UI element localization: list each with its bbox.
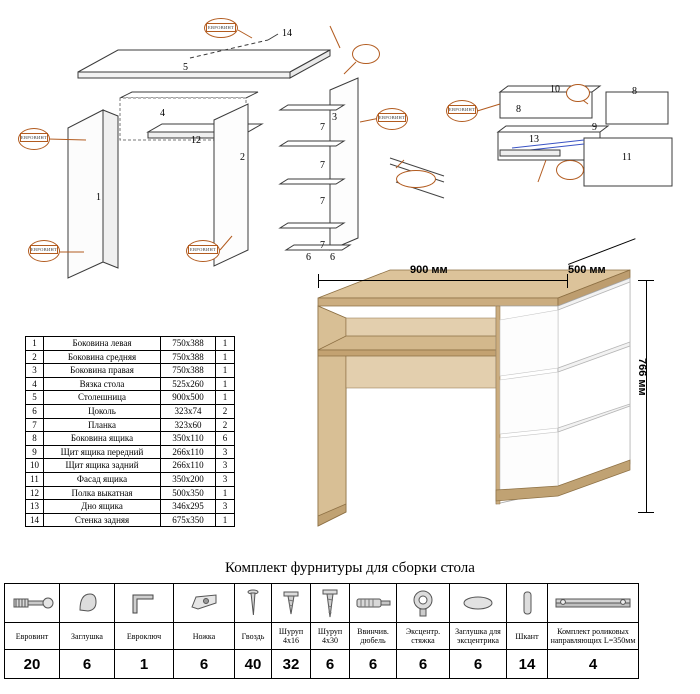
table-row [26, 418, 235, 432]
part-name: Стенка задняя [44, 513, 161, 527]
nail-icon [246, 588, 260, 618]
kit-item-name: Шуруп 4x30 [311, 623, 350, 650]
kit-item-qty: 14 [507, 650, 548, 679]
eccentric-coupler-icon [407, 588, 439, 618]
kit-item-name: Эксцентр. стяжка [397, 623, 450, 650]
part-index: 10 [26, 459, 44, 473]
part-index: 6 [26, 404, 44, 418]
desk-render [300, 258, 690, 553]
kit-item-qty: 20 [5, 650, 60, 679]
kit-item-qty: 6 [60, 650, 115, 679]
table-row [26, 350, 235, 364]
screw-4x16-icon [280, 588, 302, 618]
kit-item-name: Шуруп 4x16 [272, 623, 311, 650]
callout-marker-9 [556, 160, 584, 180]
part-size: 675x350 [161, 513, 216, 527]
callout-label-1: ЕВРОВИНТ [20, 135, 48, 140]
kit-cell-icon [548, 584, 639, 623]
kit-cell-icon [5, 584, 60, 623]
kit-cell-icon [174, 584, 235, 623]
part-size: 346x295 [161, 500, 216, 514]
callout-label-4: ЕВРОВИНТ [207, 25, 235, 30]
part-index: 1 [26, 337, 44, 351]
part-name: Боковина левая [44, 337, 161, 351]
part-index: 11 [26, 472, 44, 486]
kit-cell-icon [397, 584, 450, 623]
table-row [26, 404, 235, 418]
height-dimension-tick-top [638, 280, 654, 281]
part-number-4: 4 [160, 108, 165, 119]
kit-cell-icon [235, 584, 272, 623]
kit-item-qty: 1 [115, 650, 174, 679]
width-dimension-line [318, 280, 568, 281]
kit-qty-row [5, 650, 639, 679]
kit-cell-icon [60, 584, 115, 623]
table-row [26, 513, 235, 527]
kit-item-qty: 6 [174, 650, 235, 679]
kit-item-name: Шкант [507, 623, 548, 650]
euro-screw-icon [10, 589, 54, 617]
part-size: 525x260 [161, 377, 216, 391]
part-name: Дно ящика [44, 500, 161, 514]
kit-cell-icon [450, 584, 507, 623]
part-qty: 3 [216, 500, 235, 514]
part-index: 7 [26, 418, 44, 432]
part-number-7-d: 7 [320, 240, 325, 251]
part-qty: 3 [216, 459, 235, 473]
kit-cell-icon [115, 584, 174, 623]
table-row [26, 364, 235, 378]
part-name: Планка [44, 418, 161, 432]
table-row [26, 500, 235, 514]
part-number-8-a: 8 [516, 104, 521, 115]
kit-item-name: Комплект роликовых направляющих L=350мм [548, 623, 639, 650]
part-name: Цоколь [44, 404, 161, 418]
kit-item-qty: 40 [235, 650, 272, 679]
part-index: 9 [26, 445, 44, 459]
part-number-10: 10 [550, 84, 560, 95]
part-index: 12 [26, 486, 44, 500]
kit-cell-icon [507, 584, 548, 623]
part-qty: 1 [216, 350, 235, 364]
part-number-12: 12 [191, 135, 201, 146]
kit-item-qty: 6 [450, 650, 507, 679]
part-number-9: 9 [592, 122, 597, 133]
kit-item-name: Заглушка для эксцентрика [450, 623, 507, 650]
part-name: Щит ящика передний [44, 445, 161, 459]
part-size: 750x388 [161, 337, 216, 351]
table-row [26, 377, 235, 391]
width-dimension-tick-left [318, 274, 319, 288]
part-size: 750x388 [161, 350, 216, 364]
part-name: Фасад ящика [44, 472, 161, 486]
callout-label-8: ЕВРОВИНТ [448, 107, 476, 112]
part-qty: 1 [216, 513, 235, 527]
eccentric-cap-icon [460, 593, 496, 613]
kit-cell-icon [311, 584, 350, 623]
part-name: Вязка стола [44, 377, 161, 391]
drawer-slide-icon [553, 592, 633, 614]
height-dimension-tick-bottom [638, 512, 654, 513]
part-index: 4 [26, 377, 44, 391]
part-number-1: 1 [96, 192, 101, 203]
part-number-2: 2 [240, 152, 245, 163]
diagram-linework [0, 0, 700, 285]
part-number-7-b: 7 [320, 160, 325, 171]
kit-item-qty: 6 [311, 650, 350, 679]
hardware-kit-title: Комплект фурнитуры для сборки стола [225, 560, 475, 576]
dowel-icon [519, 588, 535, 618]
hardware-kit-table [4, 583, 639, 679]
kit-item-qty: 6 [350, 650, 397, 679]
table-row [26, 432, 235, 446]
kit-item-qty: 32 [272, 650, 311, 679]
part-qty: 2 [216, 418, 235, 432]
kit-names-row [5, 623, 639, 650]
allen-key-icon [127, 589, 161, 617]
foot-icon [186, 589, 222, 617]
part-number-7-a: 7 [320, 122, 325, 133]
part-name: Столешница [44, 391, 161, 405]
part-number-7-c: 7 [320, 196, 325, 207]
part-name: Боковина ящика [44, 432, 161, 446]
table-row [26, 459, 235, 473]
part-name: Щит ящика задний [44, 459, 161, 473]
part-number-11: 11 [622, 152, 632, 163]
part-number-13: 13 [529, 134, 539, 145]
kit-item-name: Евроключ [115, 623, 174, 650]
part-name: Полка выкатная [44, 486, 161, 500]
table-row [26, 391, 235, 405]
exploded-assembly-diagram [0, 0, 700, 285]
part-number-6-b: 6 [330, 252, 335, 263]
part-size: 323x60 [161, 418, 216, 432]
kit-item-qty: 6 [397, 650, 450, 679]
screw-4x30-icon [319, 587, 341, 619]
part-size: 323x74 [161, 404, 216, 418]
callout-label-6: ЕВРОВИНТ [378, 115, 406, 120]
part-qty: 1 [216, 364, 235, 378]
part-index: 3 [26, 364, 44, 378]
part-size: 350x200 [161, 472, 216, 486]
part-size: 350x110 [161, 432, 216, 446]
part-qty: 1 [216, 377, 235, 391]
table-row [26, 472, 235, 486]
part-size: 266x110 [161, 445, 216, 459]
kit-item-name: Евровинт [5, 623, 60, 650]
screw-in-dowel-icon [353, 592, 393, 614]
height-dimension-label: 766 мм [636, 358, 648, 396]
part-number-14: 14 [282, 28, 292, 39]
part-number-5: 5 [183, 62, 188, 73]
part-index: 13 [26, 500, 44, 514]
part-size: 500x350 [161, 486, 216, 500]
parts-list-table [25, 336, 235, 527]
callout-marker-10 [566, 84, 590, 102]
desk-render-svg [300, 258, 690, 553]
part-name: Боковина правая [44, 364, 161, 378]
part-qty: 2 [216, 404, 235, 418]
part-size: 750x388 [161, 364, 216, 378]
part-qty: 1 [216, 486, 235, 500]
part-number-3: 3 [332, 112, 337, 123]
kit-cell-icon [272, 584, 311, 623]
part-number-8-b: 8 [632, 86, 637, 97]
part-qty: 1 [216, 337, 235, 351]
cap-icon [74, 590, 100, 616]
kit-cell-icon [350, 584, 397, 623]
part-name: Боковина средняя [44, 350, 161, 364]
callout-marker-5 [352, 44, 380, 64]
callout-label-2: ЕВРОВИНТ [30, 247, 58, 252]
table-row [26, 486, 235, 500]
table-row [26, 337, 235, 351]
kit-item-name: Заглушка [60, 623, 115, 650]
kit-item-name: Ножка [174, 623, 235, 650]
width-dimension-tick-right [567, 274, 568, 288]
part-index: 8 [26, 432, 44, 446]
kit-item-qty: 4 [548, 650, 639, 679]
kit-icons-row [5, 584, 639, 623]
part-qty: 1 [216, 391, 235, 405]
kit-item-name: Гвоздь [235, 623, 272, 650]
kit-item-name: Ввинчив. дюбель [350, 623, 397, 650]
part-qty: 3 [216, 445, 235, 459]
part-qty: 3 [216, 472, 235, 486]
part-qty: 6 [216, 432, 235, 446]
part-index: 2 [26, 350, 44, 364]
table-row [26, 445, 235, 459]
callout-marker-7 [396, 170, 436, 188]
part-size: 900x500 [161, 391, 216, 405]
part-number-6-a: 6 [306, 252, 311, 263]
depth-dimension-label: 500 мм [568, 264, 606, 276]
callout-label-3: ЕВРОВИНТ [189, 247, 217, 252]
part-index: 5 [26, 391, 44, 405]
part-index: 14 [26, 513, 44, 527]
part-size: 266x110 [161, 459, 216, 473]
height-dimension-line [646, 280, 647, 512]
width-dimension-label: 900 мм [410, 264, 448, 276]
